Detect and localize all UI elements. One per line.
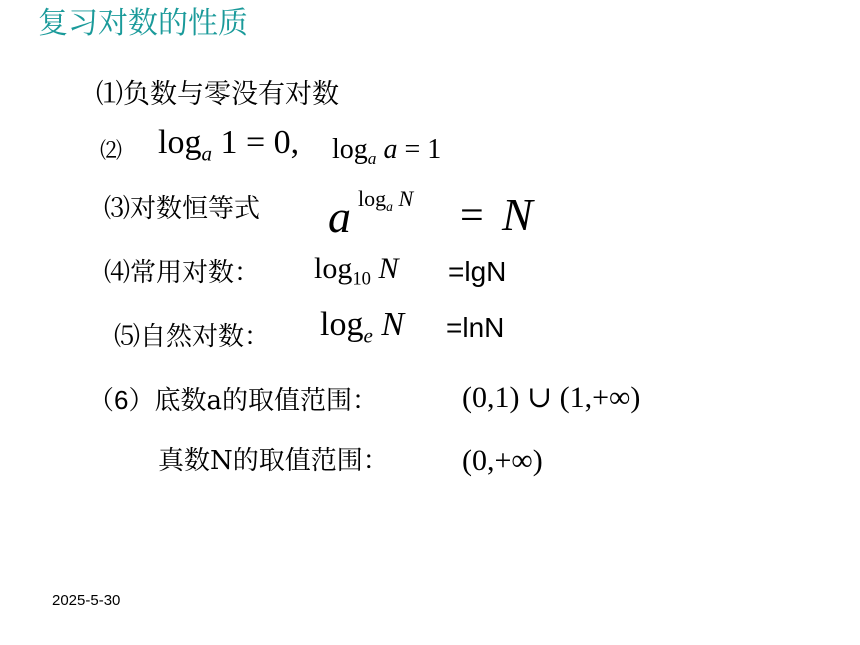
slide-date: 2025-5-30 bbox=[52, 592, 121, 609]
identity-equals: = bbox=[460, 193, 484, 239]
argument-range-label: 真数N的取值范围： bbox=[158, 446, 389, 476]
formula-log-a-a bbox=[332, 134, 441, 169]
natural-log-formula bbox=[320, 306, 404, 348]
base-range: (0,1) ∪ (1,+∞) bbox=[462, 381, 641, 414]
argument-range: (0,+∞) bbox=[462, 444, 543, 477]
formula-rest: 1 = 0, bbox=[220, 124, 300, 161]
identity-exponent bbox=[358, 186, 413, 215]
log-text: log bbox=[358, 186, 387, 211]
base-range-label: 底数a的取值范围： bbox=[154, 386, 379, 416]
arg-n: N bbox=[398, 186, 414, 211]
arg-n: N bbox=[381, 306, 404, 343]
log-text: log bbox=[320, 306, 364, 343]
base-10: 10 bbox=[352, 268, 371, 290]
property-6-label bbox=[88, 380, 378, 417]
base-e: e bbox=[363, 323, 373, 348]
paren-close: ） bbox=[128, 386, 155, 416]
identity-rhs: N bbox=[502, 189, 533, 240]
formula-rest: = 1 bbox=[404, 134, 442, 165]
log-text: log bbox=[158, 124, 202, 161]
property-5-label: ⑸自然对数： bbox=[114, 322, 271, 352]
arg-n: N bbox=[378, 252, 399, 285]
natural-log-result: =lnN bbox=[446, 312, 505, 343]
base-a: a bbox=[367, 149, 377, 169]
common-log-formula bbox=[314, 252, 398, 291]
identity-base: a bbox=[328, 191, 351, 242]
slide-title: 复习对数的性质 bbox=[38, 6, 248, 41]
paren-open: （ bbox=[88, 386, 115, 416]
log-text: log bbox=[314, 252, 353, 285]
property-1: ⑴负数与零没有对数 bbox=[96, 79, 339, 110]
property-3-label: ⑶对数恒等式 bbox=[104, 194, 261, 224]
log-text: log bbox=[332, 134, 368, 165]
number-6: 6 bbox=[114, 385, 129, 415]
base-a: a bbox=[201, 141, 212, 166]
property-4-label: ⑷常用对数： bbox=[104, 258, 261, 288]
common-log-result: =lgN bbox=[448, 256, 507, 287]
base-a: a bbox=[386, 198, 393, 214]
property-2-label: ⑵ bbox=[100, 139, 123, 164]
formula-log-a-1 bbox=[158, 124, 299, 166]
var-a: a bbox=[383, 134, 398, 165]
